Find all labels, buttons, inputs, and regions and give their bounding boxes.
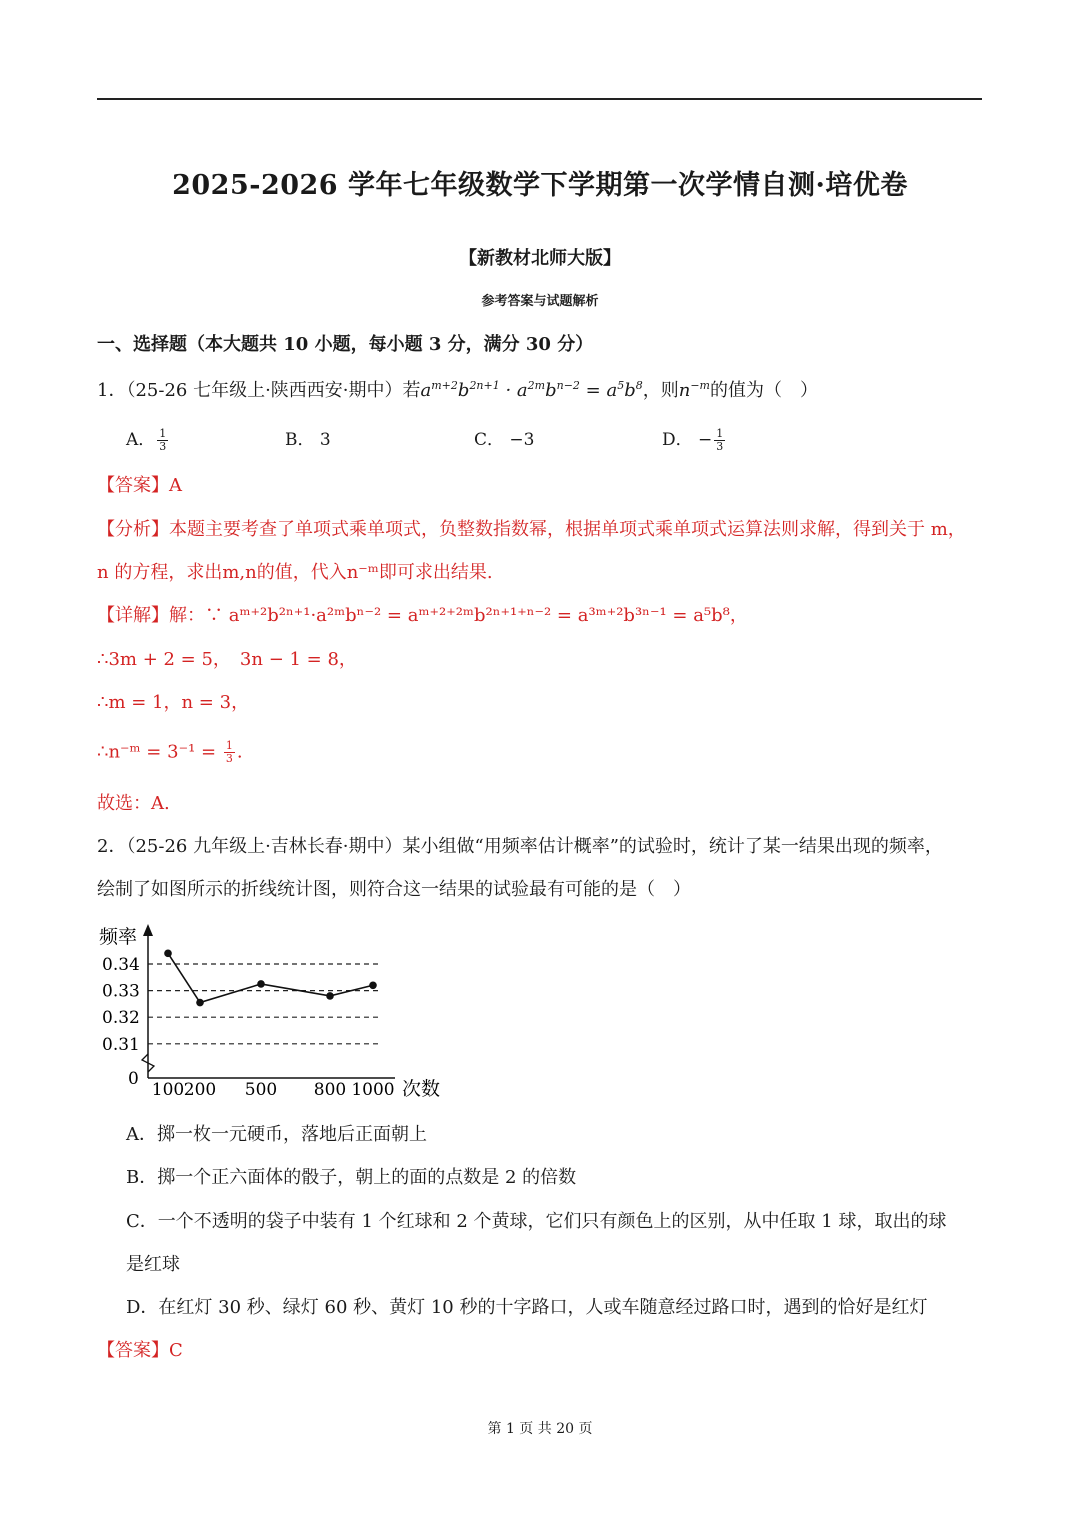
y-tick-label: 0.33 bbox=[102, 981, 140, 1002]
answer-2: 【答案】C bbox=[97, 1340, 183, 1361]
data-point bbox=[164, 950, 172, 958]
y-tick-label: 0.32 bbox=[102, 1008, 140, 1029]
data-point bbox=[196, 999, 204, 1007]
data-point bbox=[369, 981, 377, 989]
data-point bbox=[257, 980, 265, 988]
data-point bbox=[326, 992, 334, 1000]
x-tick-label: 1000 bbox=[351, 1080, 395, 1100]
detail-2: ∴3m + 2 = 5， 3n − 1 = 8， bbox=[97, 649, 357, 670]
section-heading: 一、选择题（本大题共 10 小题，每小题 3 分，满分 30 分） bbox=[97, 334, 594, 355]
analysis-1: 【分析】本题主要考查了单项式乘单项式，负整数指数幂，根据单项式乘单项式运算法则求解，得到关于 m， bbox=[97, 519, 966, 540]
option-c: C． −3 bbox=[474, 430, 535, 450]
origin-label: 0 bbox=[128, 1069, 139, 1089]
page-title: 2025-2026 学年七年级数学下学期第一次学情自测·培优卷 bbox=[172, 170, 908, 201]
choose-1: 故选：A. bbox=[97, 793, 170, 814]
q2-option-b: B．掷一个正六面体的骰子，朝上的面的点数是 2 的倍数 bbox=[126, 1167, 577, 1188]
detail-3: ∴m = 1，n = 3， bbox=[97, 692, 250, 713]
question-2-stem-cont: 绘制了如图所示的折线统计图，则符合这一结果的试验最有可能的是（ ） bbox=[97, 879, 691, 900]
x-tick-label: 500 bbox=[244, 1080, 278, 1100]
frequency-line-chart bbox=[95, 920, 455, 1105]
page-footer: 第 1 页 共 20 页 bbox=[487, 1421, 593, 1437]
option-b: B． 3 bbox=[285, 430, 331, 450]
detail-1: 【详解】解：∵ aᵐ⁺²b²ⁿ⁺¹·a²ᵐbⁿ⁻² = aᵐ⁺²⁺²ᵐb²ⁿ⁺¹⁺ⁿ⁻² = a³ᵐ⁺²b³ⁿ⁻¹ = a⁵b⁸， bbox=[97, 605, 748, 626]
section-caption: 参考答案与试题解析 bbox=[481, 294, 599, 309]
edition-subtitle: 【新教材北师大版】 bbox=[459, 248, 621, 269]
x-tick-label: 100 bbox=[151, 1080, 185, 1100]
question-1-stem: 1．（25-26 七年级上·陕西西安·期中）若$a^{m+2}b^{2n+1} \cdot a^{2m}b^{n-2} = a^5b^8$，则$n^{-m}$的值为（ ） bbox=[97, 379, 818, 401]
y-tick-label: 0.31 bbox=[102, 1034, 140, 1055]
x-axis-title: 次数 bbox=[402, 1078, 441, 1100]
y-axis-arrow bbox=[143, 924, 153, 936]
answer-1: 【答案】A bbox=[97, 475, 182, 496]
y-axis-title: 频率 bbox=[99, 926, 138, 948]
option-a: A． $\frac{1}{3}$ bbox=[126, 427, 167, 453]
series-line bbox=[168, 953, 373, 1002]
q2-option-c-cont: 是红球 bbox=[126, 1254, 180, 1275]
detail-4: ∴n⁻ᵐ = 3⁻¹ = $\frac{1}{3}$ . bbox=[97, 739, 243, 765]
x-tick-label: 800 bbox=[313, 1080, 347, 1100]
q2-option-d: D．在红灯 30 秒、绿灯 60 秒、黄灯 10 秒的十字路口，人或车随意经过路口时，遇到的恰好是红灯 bbox=[126, 1297, 928, 1318]
x-tick-label: 200 bbox=[183, 1080, 217, 1100]
q2-option-c: C．一个不透明的袋子中装有 1 个红球和 2 个黄球，它们只有颜色上的区别，从中任取 1 球，取出的球 bbox=[126, 1211, 947, 1232]
question-2-stem: 2．（25-26 九年级上·吉林长春·期中）某小组做“用频率估计概率”的试验时，统计了某一结果出现的频率， bbox=[97, 836, 943, 857]
header-rule bbox=[97, 98, 982, 100]
analysis-1-cont: n 的方程，求出m,n的值，代入n⁻ᵐ即可求出结果. bbox=[97, 562, 493, 583]
q2-option-a: A．掷一枚一元硬币，落地后正面朝上 bbox=[126, 1124, 427, 1145]
y-tick-label: 0.34 bbox=[102, 955, 140, 975]
option-d: D． − $\frac{1}{3}$ bbox=[662, 427, 724, 453]
